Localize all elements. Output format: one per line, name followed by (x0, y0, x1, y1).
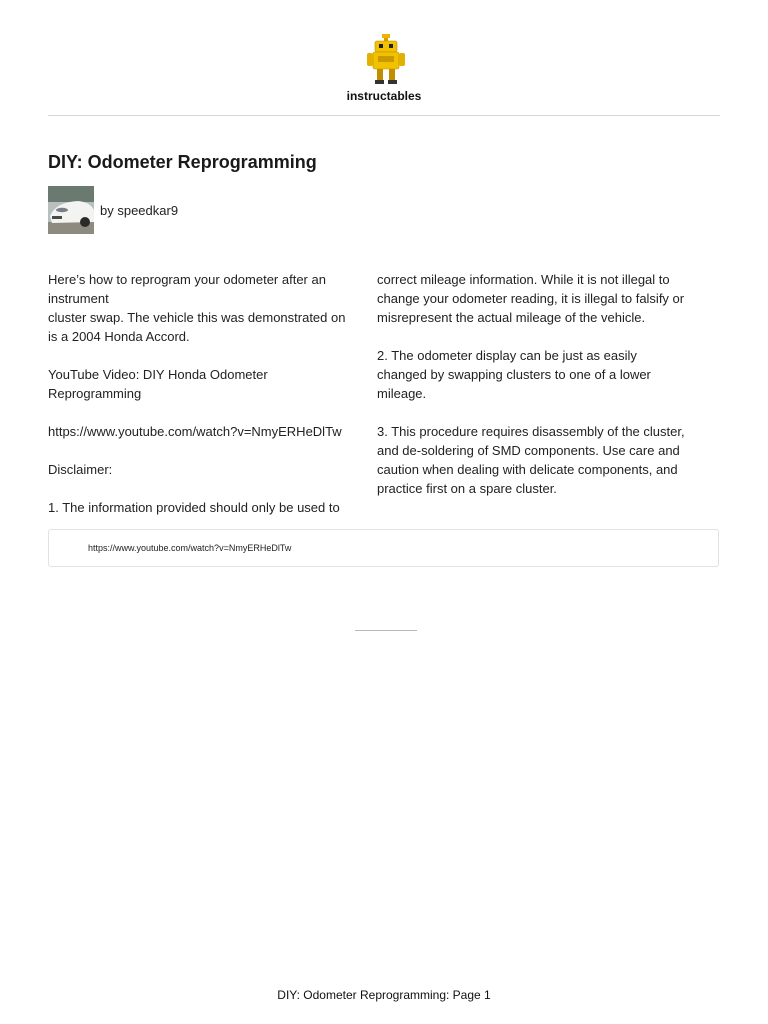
header-divider (48, 115, 720, 116)
author-byline[interactable]: by speedkar9 (100, 203, 179, 218)
video-embed-link[interactable]: https://www.youtube.com/watch?v=NmyERHeDlTw (88, 543, 292, 553)
instructables-robot-logo-icon (364, 34, 408, 86)
intro-text-line-2: cluster swap. The vehicle this was demonstrated on is a 2004 Honda Accord. (48, 310, 346, 344)
video-url-text[interactable]: https://www.youtube.com/watch?v=NmyERHeDlTw (48, 424, 342, 439)
page-title: DIY: Odometer Reprogramming (48, 152, 317, 172)
intro-text-line-1: Here’s how to reprogram your odometer after an instrument (48, 272, 326, 306)
brand-name: instructables (346, 89, 422, 103)
section-divider (355, 630, 417, 631)
article-body-right-column (377, 270, 687, 498)
page-footer: DIY: Odometer Reprogramming: Page 1 (277, 988, 491, 1002)
disclaimer-heading: Disclaimer: (48, 462, 113, 477)
disclaimer-item-1-continued: correct mileage information. While it is not illegal to change your odometer reading, it is illegal to falsify or misrepresent the actual mileage of the vehicle. (377, 272, 685, 325)
author-avatar[interactable] (48, 186, 94, 234)
disclaimer-item-3: 3. This procedure requires disassembly of the cluster, and de-soldering of SMD components. Use care and caution when dealing with delicate components, and practice first on a spare cluster. (377, 424, 685, 496)
video-embed-box (48, 529, 719, 567)
disclaimer-item-2: 2. The odometer display can be just as easily changed by swapping clusters to one of a lower mileage. (377, 348, 651, 401)
disclaimer-item-1-start: 1. The information provided should only be used to (48, 500, 340, 515)
car-photo-avatar-icon (48, 186, 94, 234)
article-body-left-column (48, 270, 358, 517)
video-caption: YouTube Video: DIY Honda Odometer Reprogramming (48, 367, 268, 401)
